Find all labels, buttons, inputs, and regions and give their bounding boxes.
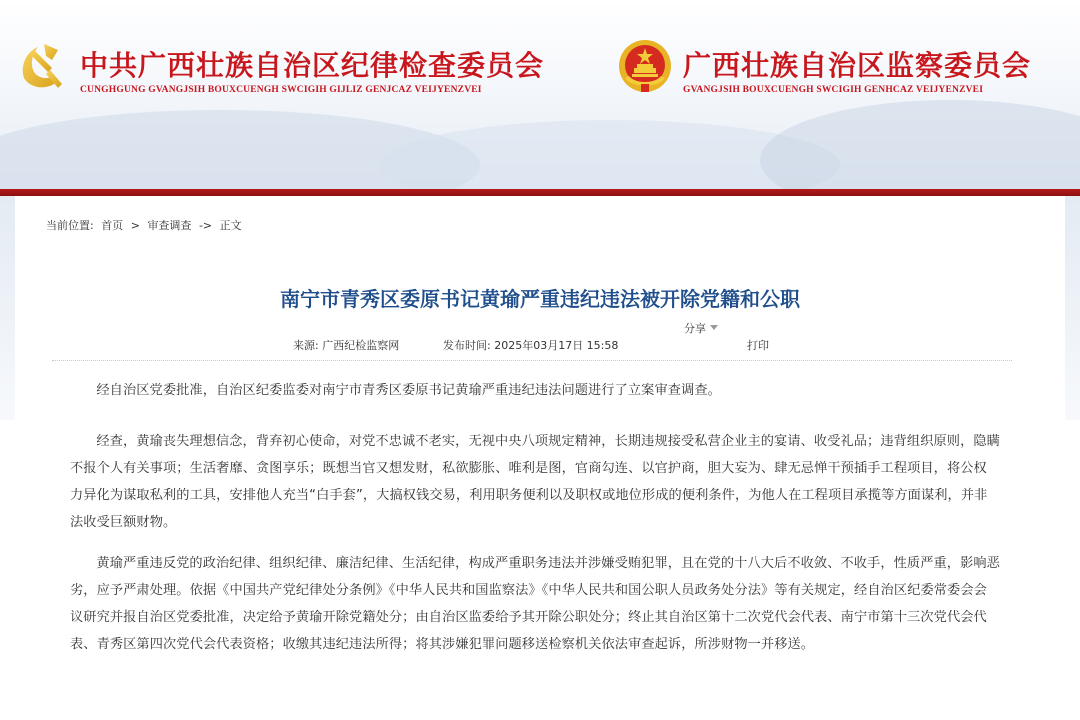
meta-divider <box>52 360 1012 361</box>
article-paragraph: 经查，黄瑜丧失理想信念，背弃初心使命，对党不忠诚不老实，无视中央八项规定精神，长期违规接受私营企业主的宴请、收受礼品；违背组织原则，隐瞒不报个人有关事项；生活奢靡、贪图享乐；既想当官又想发财，私欲膨胀、唯利是图，官商勾连、以官护商，胆大妄为、肆无忌惮干预插手工程项目，将公权力异化为谋取私利的工具，安排他人充当“白手套”，大搞权钱交易，利用职务便利以及职权或地位形成的便利条件，为他人在工程项目承揽等方面谋利，并非法收受巨额财物。 <box>70 434 1000 530</box>
site-header <box>0 0 1080 190</box>
share-button[interactable] <box>684 320 718 336</box>
breadcrumb <box>46 217 246 233</box>
breadcrumb-separator: > <box>130 219 140 232</box>
breadcrumb-prefix: 当前位置: <box>46 219 94 232</box>
header-divider-bar <box>0 189 1080 196</box>
header-cloud-decoration <box>760 100 1080 190</box>
article-source: 来源: 广西纪检监察网 <box>293 339 400 352</box>
breadcrumb-current: 正文 <box>219 219 242 232</box>
breadcrumb-section-link[interactable]: 审查调查 <box>147 219 192 232</box>
share-label: 分享 <box>684 322 706 335</box>
breadcrumb-home-link[interactable]: 首页 <box>101 219 124 232</box>
org-discipline-commission[interactable] <box>14 38 554 98</box>
org-supervision-commission[interactable] <box>617 38 1067 98</box>
org1-name-en: CUNGHGUNG GVANGJSIH BOUXCUENGH SWCIGIH GIJLIZ GENJCAZ VEIJYENZVEI <box>80 85 482 95</box>
org2-name-cn: 广西壮族自治区监察委员会 <box>683 49 1032 82</box>
print-button[interactable]: 打印 <box>747 339 769 352</box>
article-paragraph: 经自治区党委批准，自治区纪委监委对南宁市青秀区委原书记黄瑜严重违纪违法问题进行了立案审查调查。 <box>96 383 721 398</box>
party-emblem-icon <box>14 38 70 94</box>
national-emblem-icon <box>617 38 673 94</box>
article-publish-time: 发布时间: 2025年03月17日 15:58 <box>443 339 619 352</box>
org2-name-en: GVANGJSIH BOUXCUENGH SWCIGIH GENHCAZ VEIJYENZVEI <box>683 85 984 95</box>
breadcrumb-separator: -> <box>198 219 213 232</box>
article-title: 南宁市青秀区委原书记黄瑜严重违纪违法被开除党籍和公职 <box>280 287 800 311</box>
chevron-down-icon <box>710 325 718 330</box>
article-paragraph: 黄瑜严重违反党的政治纪律、组织纪律、廉洁纪律、生活纪律，构成严重职务违法并涉嫌受贿犯罪，且在党的十八大后不收敛、不收手，性质严重，影响恶劣，应予严肃处理。依据《中国共产党纪律处分条例》《中华人民共和国监察法》《中华人民共和国公职人员政务处分法》等有关规定，经自治区纪委常委会会议研究并报自治区党委批准，决定给予黄瑜开除党籍处分；由自治区监委给予其开除公职处分；终止其自治区第十二次党代会代表、南宁市第十三次党代会代表、青秀区第四次党代会代表资格；收缴其违纪违法所得；将其涉嫌犯罪问题移送检察机关依法审查起诉，所涉财物一并移送。 <box>70 556 1000 652</box>
org1-name-cn: 中共广西壮族自治区纪律检查委员会 <box>80 49 545 82</box>
